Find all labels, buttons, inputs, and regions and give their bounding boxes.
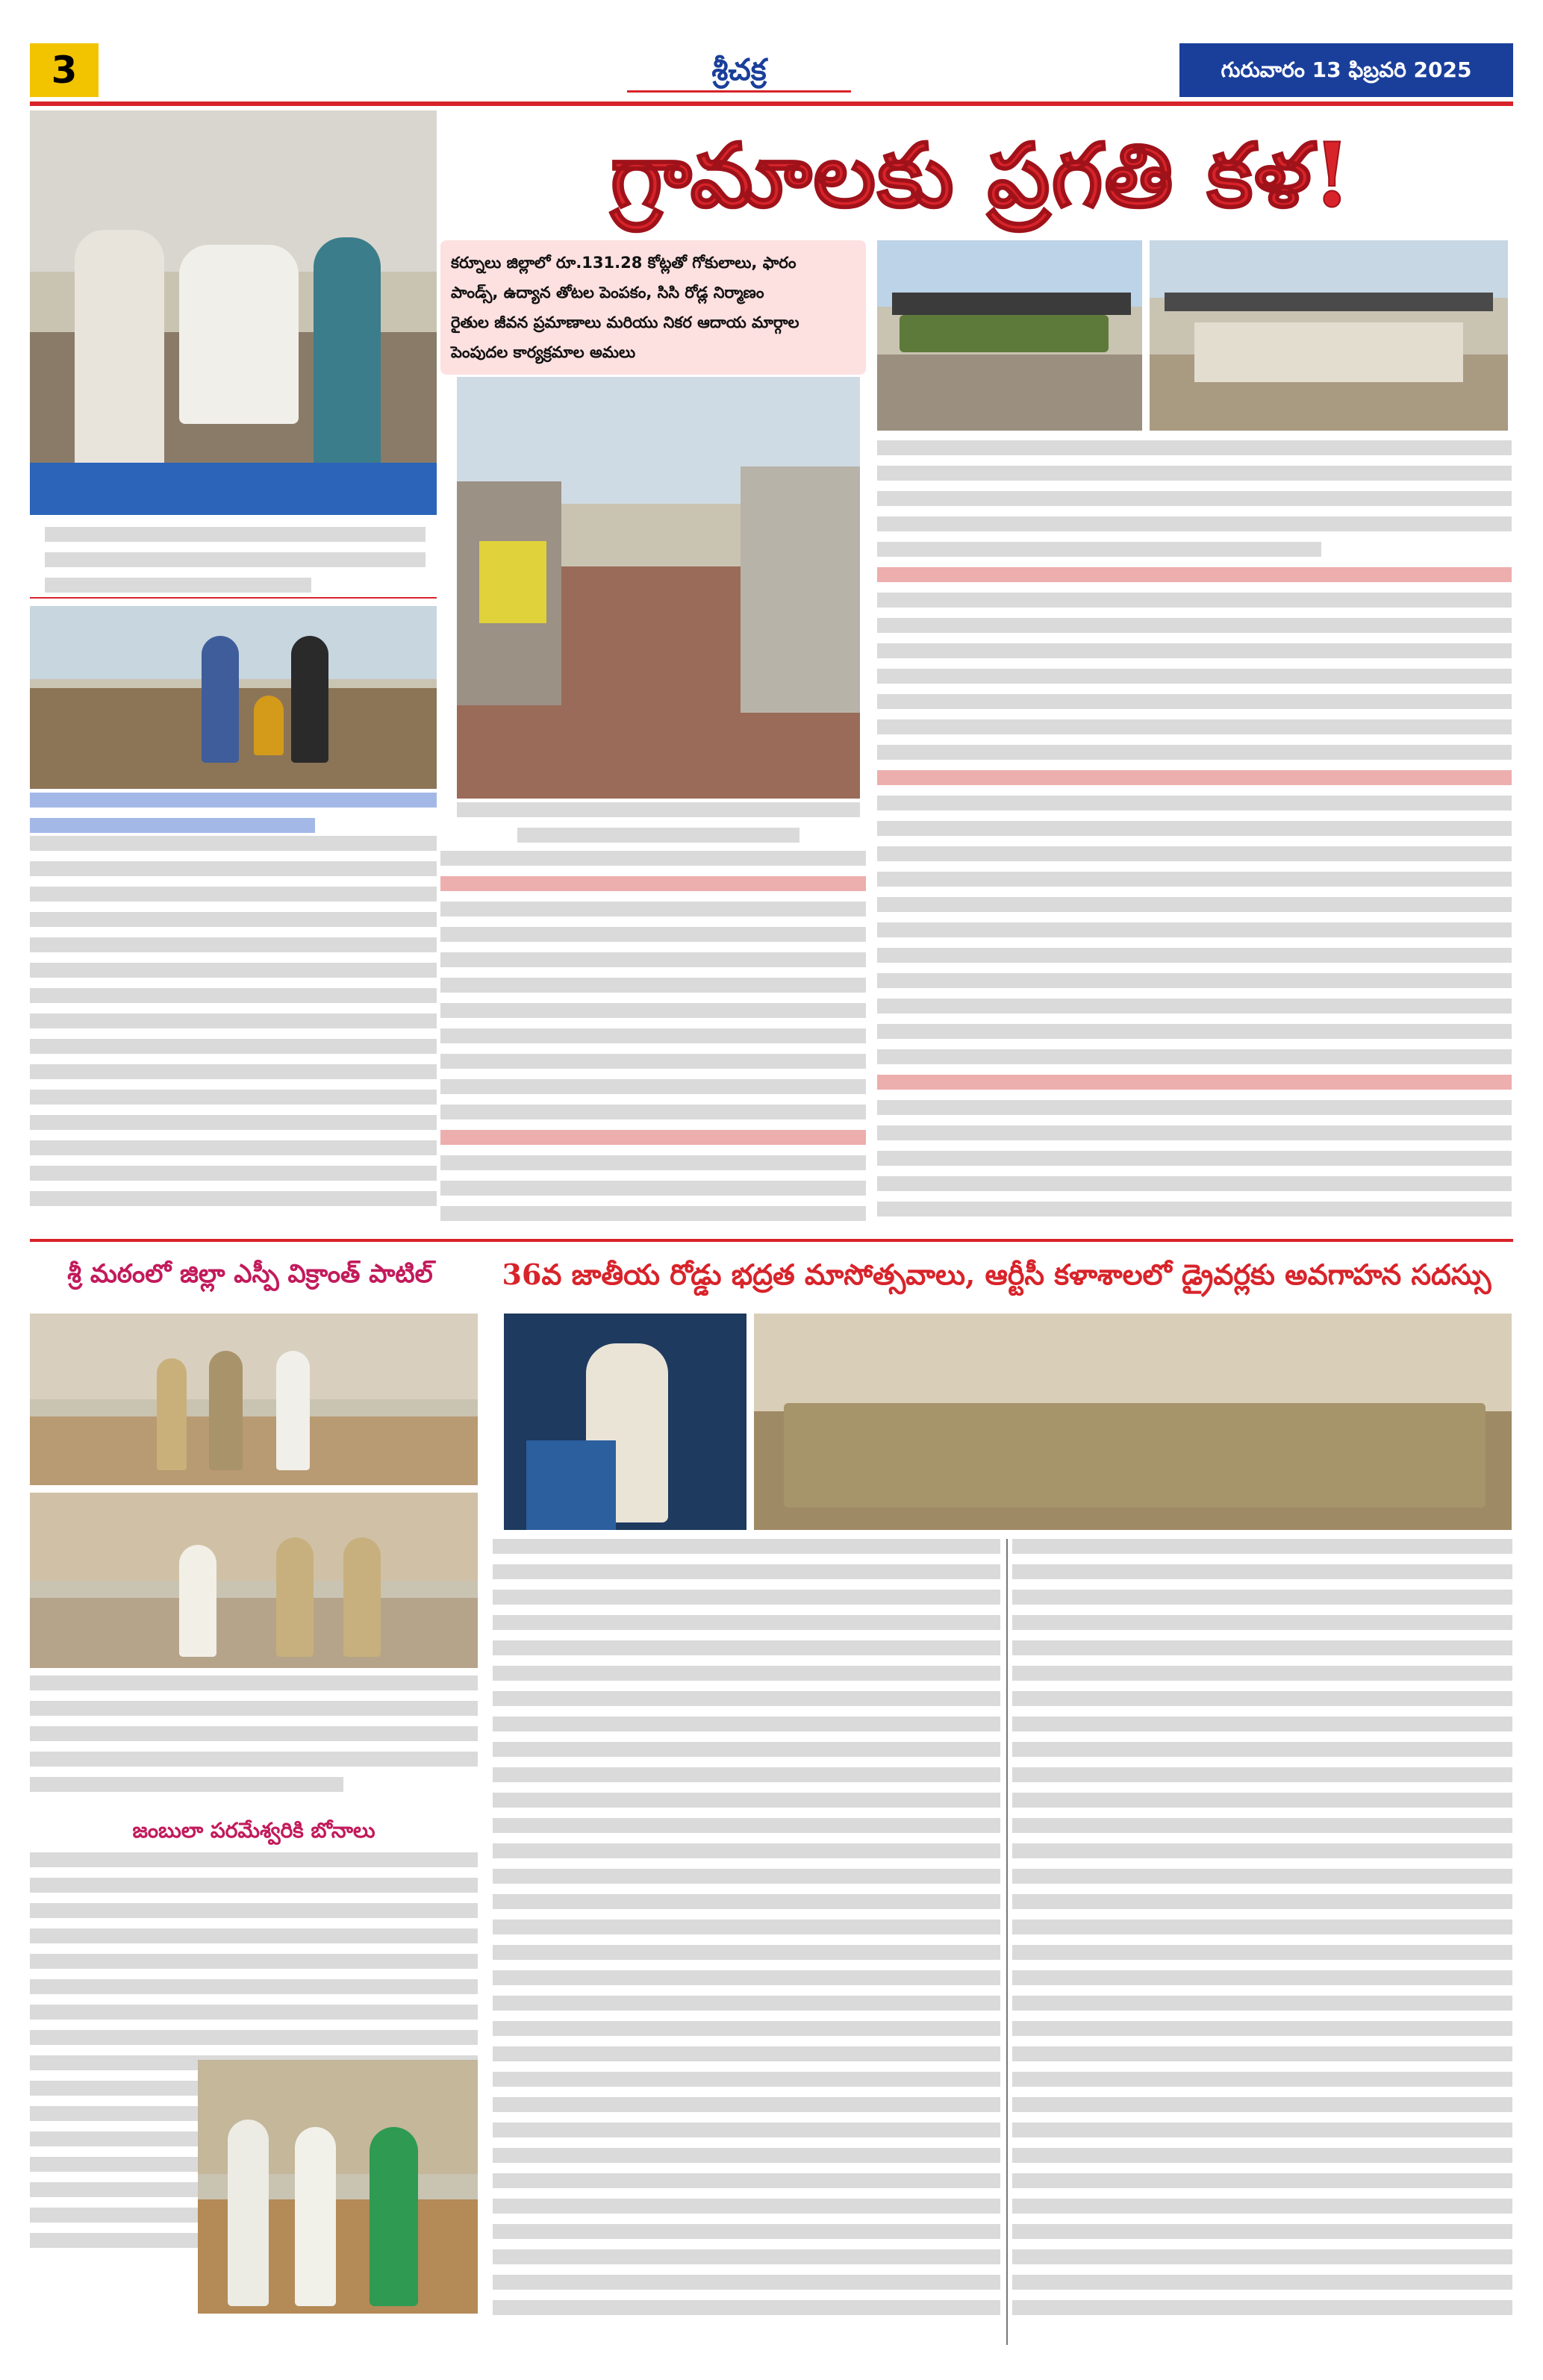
photo-mango-plantation xyxy=(30,606,437,789)
page-number: 3 xyxy=(30,43,99,97)
sub-headline-line-3: రైతుల జీవన ప్రమాణాలు మరియు నికర ఆదాయ మార్గాల xyxy=(451,313,799,331)
masthead-rule xyxy=(30,101,1513,106)
sub-headline-line-1: కర్నూలు జిల్లాలో రూ.131.28 కోట్లతో గోకులాలు, ఫారం xyxy=(451,254,797,272)
sub-headline-line-4: పెంపుదల కార్యక్రమాల అమలు xyxy=(451,343,636,361)
main-headline: గ్రామాలకు ప్రగతి కళ! xyxy=(610,123,1353,227)
photo-gokulam-shed-2 xyxy=(1150,240,1508,431)
srimatham-headline: శ్రీ మఠంలో జిల్లా ఎస్పీ విక్రాంత్ పాటిల్ xyxy=(67,1259,433,1289)
photo-farm-caption xyxy=(30,793,437,837)
bonalu-headline: జంబులా పరమేశ్వరికి బోనాలు xyxy=(132,1818,375,1843)
photo-bonalu xyxy=(198,2060,478,2314)
photo-rtc-speaker xyxy=(504,1314,746,1530)
photo-cc-road xyxy=(457,377,860,799)
photo-sp-visit-1 xyxy=(30,1314,478,1485)
photo-rtc-audience xyxy=(754,1314,1512,1530)
sub-headline-box xyxy=(440,240,866,375)
article-left-column xyxy=(30,836,437,1239)
srimatham-article xyxy=(30,1675,478,1810)
blue-barrel xyxy=(30,463,437,515)
article-middle-column xyxy=(440,851,866,1239)
photo-sp-visit-2 xyxy=(30,1493,478,1668)
article-right-column xyxy=(877,440,1512,1239)
photo-cows xyxy=(30,110,437,513)
section-divider xyxy=(30,1239,1513,1242)
column-divider xyxy=(1006,1539,1008,2345)
photo-gokulam-shed-1 xyxy=(877,240,1142,431)
photo-cows-caption xyxy=(45,527,426,594)
photo-road-caption xyxy=(457,802,860,847)
road-safety-article-col2 xyxy=(1012,1539,1512,2345)
masthead xyxy=(30,43,1513,97)
sub-headline-line-2: పాండ్స్, ఉద్యాన తోటల పెంపకం, సిసి రోడ్ల నిర్మాణం xyxy=(451,284,764,302)
road-safety-article-col1 xyxy=(493,1539,1000,2345)
road-safety-headline: 36వ జాతీయ రోడ్డు భద్రత మాసోత్సవాలు, ఆర్టీసీ కళాశాలలో డ్రైవర్లకు అవగాహన సదస్సు xyxy=(502,1258,1491,1291)
newspaper-logo: శ్రీచక్ర xyxy=(627,48,851,93)
divider xyxy=(30,597,437,599)
issue-date: గురువారం 13 ఫిబ్రవరి 2025 xyxy=(1179,43,1513,97)
